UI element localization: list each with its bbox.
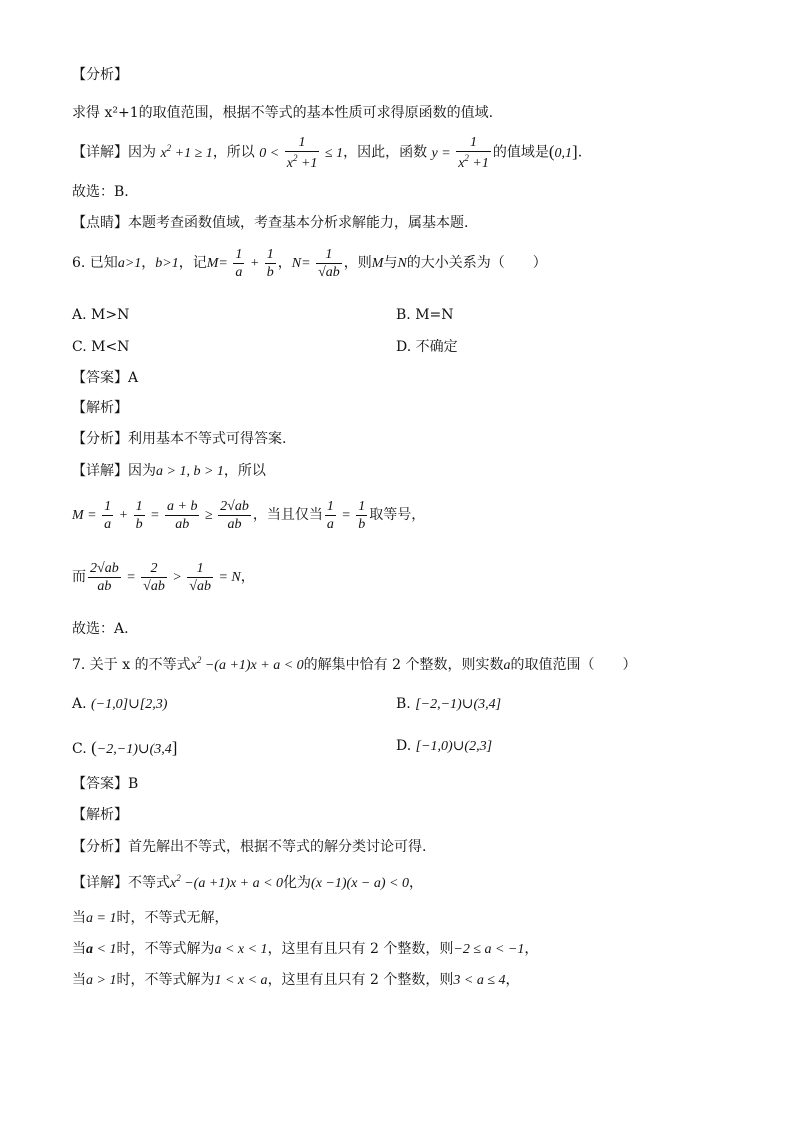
text: 因为 <box>128 144 156 161</box>
q6-fenxi: 【分析】利用基本不等式可得答案. <box>72 431 287 447</box>
q7-case-3: 当a > 1时，不等式解为1 < x < a，这里有且只有 2 个整数，则3 < a ≤ 4， <box>72 972 520 988</box>
math-inline: [−1,0)∪(2,3] <box>415 739 493 754</box>
q7-case-1 <box>72 911 228 926</box>
text: 7. 关于 x 的不等式 <box>72 657 191 673</box>
text: 取等号， <box>369 507 426 524</box>
math-inline: 3 < a ≤ 4 <box>453 973 506 988</box>
q6-option-c: C. M<N <box>72 339 130 355</box>
q5-choice: 故选：B. <box>72 184 129 200</box>
text: 6. 已知 <box>72 255 118 272</box>
text: 的大小关系为（ ） <box>406 255 547 272</box>
text: 时，不等式解为 <box>116 972 215 988</box>
xiangjie-tag: 【详解】 <box>72 144 128 161</box>
math-inline: (−1,0]∪[2,3) <box>91 697 168 712</box>
q7-option-d <box>396 739 492 754</box>
math-inline: N= $\frac{1}{√ab}$ <box>291 247 340 280</box>
math-inline: 0 < $\frac{1}{x^2 +1}$ ≤ 1 <box>259 135 344 171</box>
math-inline: (x −1)(x − a) < 0 <box>311 876 409 891</box>
math-inline: −2 ≤ a < −1 <box>453 942 525 957</box>
q7-case-2: 当a < 1时，不等式解为a < x < 1，这里有且只有 2 个整数，则−2 ≤ a < −1， <box>72 941 539 957</box>
math-inline: a > 1 <box>86 973 117 988</box>
text: 而 <box>72 569 86 586</box>
text: 与 <box>383 255 398 272</box>
q6-option-a: A. M>N <box>72 307 130 323</box>
text: 的值域是 <box>492 144 549 161</box>
text: ，这里有且只有 2 个整数，则 <box>267 941 454 957</box>
q6-equation-m <box>72 500 425 532</box>
math-inline: y = $\frac{1}{x^2 +1}$ <box>431 135 489 171</box>
text: 时，不等式解为 <box>116 941 215 957</box>
math-inline: $x^2 +1 \ge 1$ <box>160 142 213 161</box>
math-inline: (0,1] <box>548 141 578 161</box>
q7-option-b <box>396 697 501 712</box>
text: 当 <box>72 941 86 957</box>
q6-stem: 6. 已知a>1，b>1，记M= $\frac{1}{a}$ + $\frac{1}{b}$ ，N= $\frac{1}{√ab}$ ，则M与N的大小关系为（ ） <box>72 247 547 280</box>
text: 本题考查函数值域，考查基本分析求解能力，属基本题. <box>128 215 469 231</box>
text: 【详解】因为 <box>72 463 156 479</box>
math-inline: a>1 <box>117 256 142 272</box>
text: ，记 <box>178 255 207 272</box>
math-inline: $x^2 -(a +1)x + a < 0$ <box>170 873 284 891</box>
label: B. <box>396 696 411 712</box>
q6-equation-n: 而 $\frac{2√ab}{ab}$ = $\frac{2}{√ab}$ > $\frac{1}{√ab}$ = N， <box>72 561 255 594</box>
math-inline: [−2,−1)∪(3,4] <box>415 697 502 712</box>
text: ，所以 <box>223 463 266 479</box>
q5-xiangjie-line: 【详解】因为 $x^2 +1 \ge 1$，所以 0 < $\frac{1}{x^2 +1}$ ≤ 1，因此，函数 y = $\frac{1}{x^2 +1}$ 的值域是(0,1]. <box>72 135 583 171</box>
math-inline: $x^2 -(a +1)x + a < 0$ <box>190 655 304 673</box>
q6-option-b: B. M=N <box>396 307 454 323</box>
q5-fenxi-tag: 【分析】 <box>72 67 128 83</box>
q5-fenxi-text: 求得 x²+1的取值范围，根据不等式的基本性质可求得原函数的值域. <box>72 105 494 121</box>
text: 当 <box>72 910 86 926</box>
text: 的解集中恰有 2 个整数，则实数 <box>303 657 504 673</box>
label: D. <box>396 738 412 754</box>
text: 化为 <box>283 875 312 891</box>
q7-answer: 【答案】B <box>72 776 139 792</box>
q6-answer: 【答案】A <box>72 370 139 386</box>
math-inline: M= $\frac{1}{a}$ + $\frac{1}{b}$ <box>206 247 274 280</box>
q7-jiexi: 【解析】 <box>72 807 128 823</box>
q5-dianjing <box>72 216 468 230</box>
math-inline: a < x < 1 <box>214 942 268 957</box>
text: 的取值范围（ ） <box>510 657 637 673</box>
math-inline: 1 < x < a <box>214 973 268 988</box>
q6-jiexi: 【解析】 <box>72 400 128 416</box>
math-inline: a = 1 <box>86 911 117 926</box>
text: ，当且仅当 <box>252 507 323 524</box>
math-inline: (−2,−1)∪(3,4] <box>91 738 178 757</box>
q7-xiangjie: 【详解】不等式$x^2 -(a +1)x + a < 0$化为(x −1)(x − a) < 0， <box>72 873 423 891</box>
q7-stem <box>72 656 636 673</box>
q7-option-a <box>72 697 167 712</box>
q6-choice: 故选：A. <box>72 621 129 637</box>
math-inline: a < 1 <box>86 942 117 957</box>
label: A. <box>72 696 87 712</box>
text: ，这里有且只有 2 个整数，则 <box>267 972 454 988</box>
q7-fenxi: 【分析】首先解出不等式，根据不等式的解分类讨论可得. <box>72 839 427 855</box>
math-inline: a <box>503 658 511 673</box>
math-inline: $\frac{1}{a}$ = $\frac{1}{b}$ <box>326 499 366 532</box>
q7-option-c <box>72 739 177 757</box>
math-inline: b>1 <box>155 256 179 272</box>
math-inline: a > 1, b > 1 <box>156 464 224 479</box>
text: 当 <box>72 972 86 988</box>
text: ，则 <box>343 255 372 272</box>
label: C. <box>72 741 87 757</box>
text: ，因此，函数 <box>343 144 428 161</box>
dianjing-tag: 【点睛】 <box>72 215 128 231</box>
text: ， <box>277 255 292 272</box>
text: 【详解】不等式 <box>72 875 170 891</box>
text: ，所以 <box>212 144 255 161</box>
q6-xiangjie <box>72 464 266 479</box>
math-inline: M <box>371 256 384 272</box>
q6-option-d: D. 不确定 <box>396 339 458 355</box>
text: 时，不等式无解， <box>116 910 229 926</box>
math-inline: M = $\frac{1}{a}$ + $\frac{1}{b}$ = $\frac{a + b}{ab}$ ≥ $\frac{2√ab}{ab}$ <box>72 499 249 532</box>
math-inline: $\frac{2√ab}{ab}$ = $\frac{2}{√ab}$ > $\frac{1}{√ab}$ = N <box>90 561 241 594</box>
math-inline: N <box>397 256 407 272</box>
